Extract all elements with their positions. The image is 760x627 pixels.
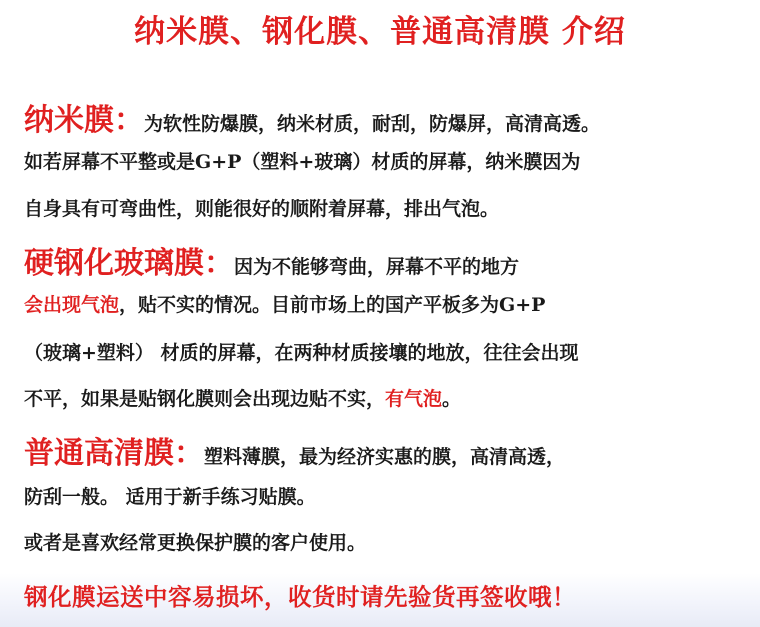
tempered-line-2	[24, 290, 545, 317]
nano-line-3: 自身具有可弯曲性，则能很好的顺附着屏幕，排出气泡。	[24, 198, 500, 220]
hd-line-3: 或者是喜欢经常更换保护膜的客户使用。	[24, 532, 367, 554]
tempered-line-3: （玻璃+塑料） 材质的屏幕，在两种材质接壤的地放，往往会出现	[24, 342, 579, 364]
footer-notice: 钢化膜运送中容易损坏，收货时请先验货再签收哦！	[24, 583, 576, 611]
page-title: 纳米膜、钢化膜、普通高清膜 介绍	[134, 14, 626, 50]
hd-heading: 普通高清膜：	[24, 436, 204, 471]
nano-intro-line	[24, 95, 600, 139]
nano-line-2: 如若屏幕不平整或是G+P（塑料+玻璃）材质的屏幕，纳米膜因为	[24, 151, 581, 173]
tempered-line-2-text: ，贴不实的情况。目前市场上的国产平板多为G+P	[119, 294, 546, 316]
tempered-bubble-highlight: 会出现气泡	[24, 294, 120, 316]
tempered-heading: 硬钢化玻璃膜：	[24, 246, 234, 281]
tempered-line-4-end: 。	[442, 388, 462, 410]
tempered-intro-line	[24, 238, 519, 282]
hd-line-2: 防刮一般。 适用于新手练习贴膜。	[24, 486, 316, 508]
tempered-line-4	[24, 384, 461, 411]
hd-line-1: 塑料薄膜，最为经济实惠的膜，高清高透，	[204, 446, 566, 468]
tempered-line-4-text: 不平，如果是贴钢化膜则会出现边贴不实，	[24, 388, 386, 410]
tempered-bubble-highlight-2: 有气泡	[385, 388, 443, 410]
nano-heading: 纳米膜：	[24, 103, 144, 138]
tempered-line-1: 因为不能够弯曲，屏幕不平的地方	[234, 256, 520, 278]
hd-intro-line	[24, 428, 565, 472]
nano-line-1: 为软性防爆膜，纳米材质，耐刮，防爆屏，高清高透。	[144, 113, 601, 135]
